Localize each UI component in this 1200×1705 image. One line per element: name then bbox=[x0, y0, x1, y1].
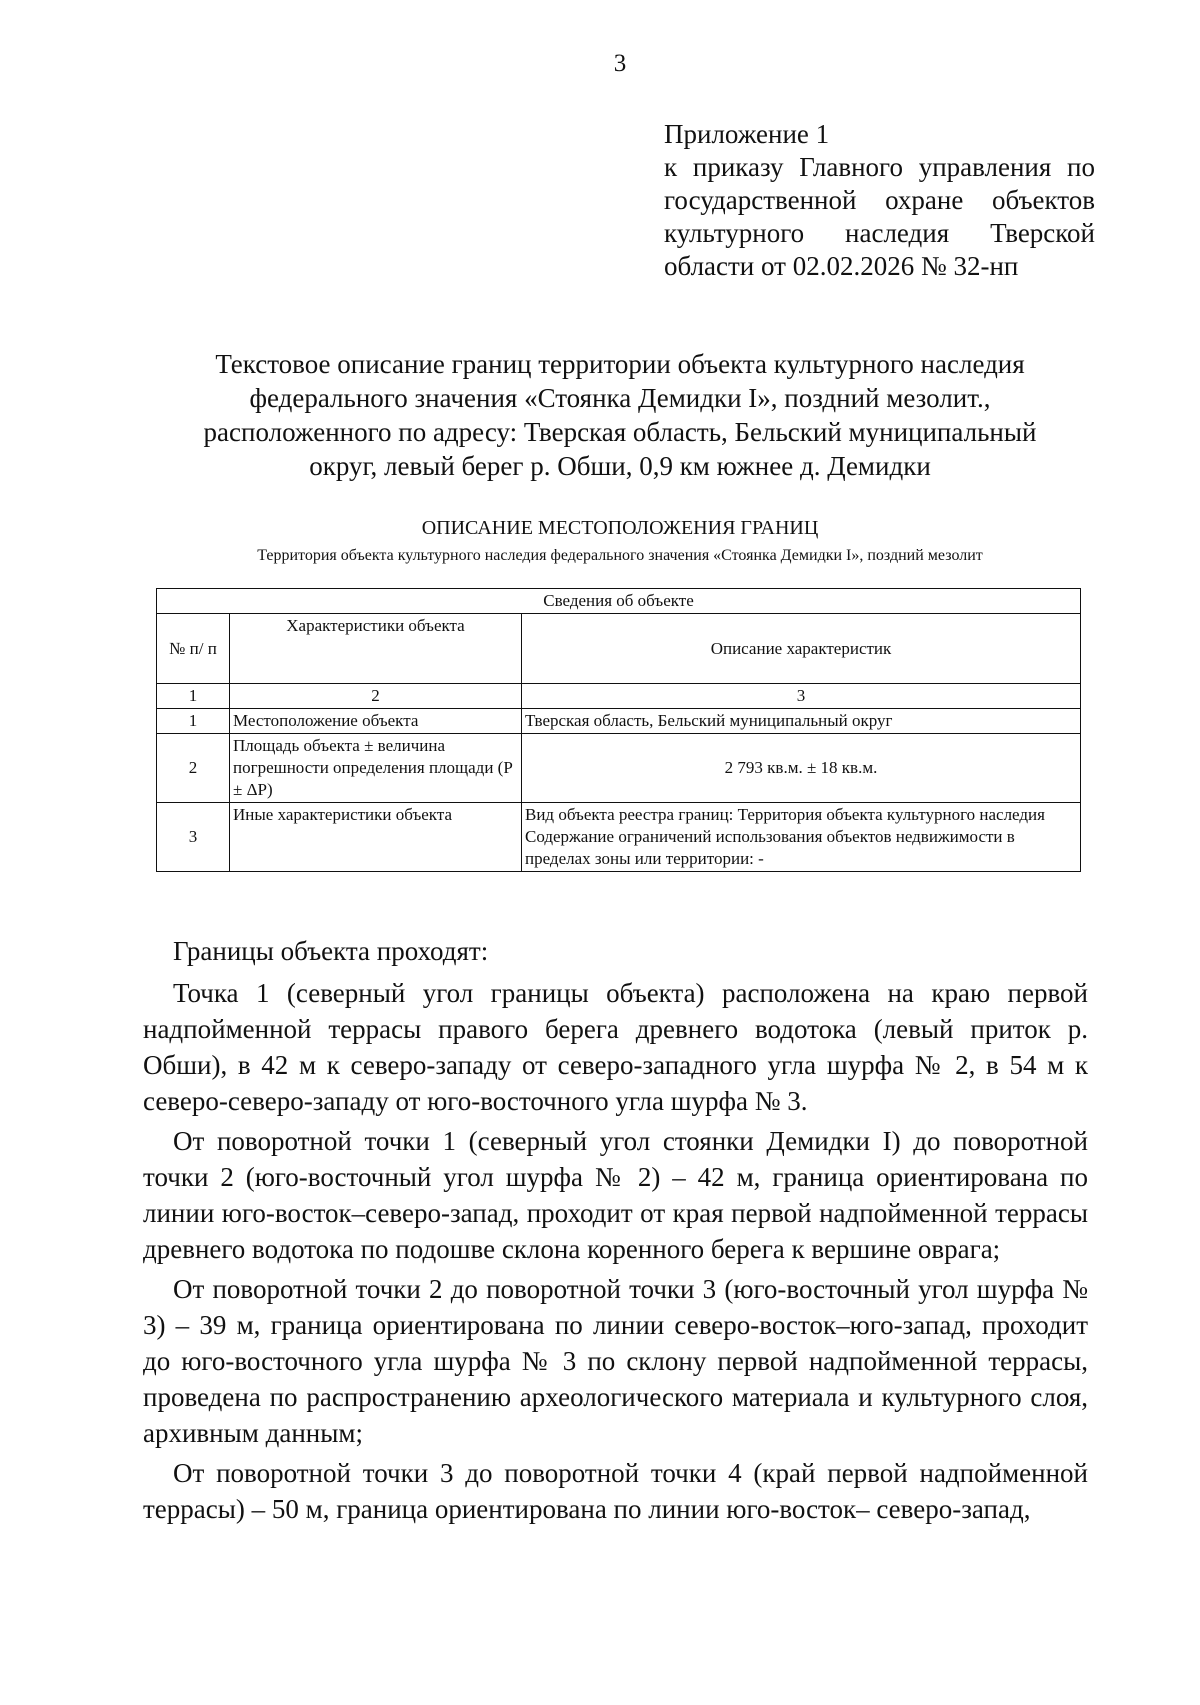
table-caption: Сведения об объекте bbox=[157, 589, 1081, 614]
column-number: 3 bbox=[522, 684, 1081, 709]
appendix-line: государственной охране объектов bbox=[664, 185, 1095, 215]
section-heading: ОПИСАНИЕ МЕСТОПОЛОЖЕНИЯ ГРАНИЦ bbox=[421, 517, 819, 539]
header-num: № п/ п bbox=[157, 614, 230, 684]
title-line: округ, левый берег р. Обши, 0,9 км южнее д. Демидки bbox=[309, 451, 931, 481]
row-description bbox=[522, 803, 1081, 872]
appendix-line: области от 02.02.2026 № 32-нп bbox=[664, 251, 1019, 281]
appendix-line: к приказу Главного управления по bbox=[664, 152, 1095, 182]
appendix-line: культурного наследия Тверской bbox=[664, 218, 1095, 248]
row-num: 2 bbox=[157, 734, 230, 803]
row-num: 1 bbox=[157, 709, 230, 734]
row-description-line: Вид объекта реестра границ: Территория объекта культурного наследия bbox=[525, 805, 1045, 824]
boundary-description bbox=[143, 933, 1088, 1531]
table-row bbox=[157, 709, 1081, 734]
row-characteristic: Иные характеристики объекта bbox=[230, 803, 522, 872]
paragraph: От поворотной точки 1 (северный угол стоянки Демидки I) до поворотной точки 2 (юго-восточный угол шурфа № 2) – 42 м, граница ориентирована по линии юго-восток–северо-запад, проходит от края первой надпойменной террасы древнего водотока по подошве склона коренного берега к вершине оврага; bbox=[143, 1126, 1088, 1264]
paragraph: Границы объекта проходят: bbox=[173, 936, 489, 966]
object-info-table bbox=[156, 588, 1081, 872]
row-description: Тверская область, Бельский муниципальный округ bbox=[522, 709, 1081, 734]
header-description: Описание характеристик bbox=[522, 614, 1081, 684]
page-number: 3 bbox=[613, 50, 627, 77]
row-num: 3 bbox=[157, 803, 230, 872]
appendix-block bbox=[664, 118, 1095, 283]
title-line: Текстовое описание границ территории объекта культурного наследия bbox=[215, 349, 1025, 379]
header-characteristics: Характеристики объекта bbox=[230, 614, 522, 684]
column-number: 2 bbox=[230, 684, 522, 709]
document-title bbox=[140, 347, 1100, 483]
paragraph: Точка 1 (северный угол границы объекта) расположена на краю первой надпойменной террасы правого берега древнего водотока (левый приток р. Обши), в 42 м к северо-западу от северо-западного угла шурфа № 2, в 54 м к северо-северо-западу от юго-восточного угла шурфа № 3. bbox=[143, 978, 1088, 1116]
table-row bbox=[157, 734, 1081, 803]
paragraph: От поворотной точки 2 до поворотной точки 3 (юго-восточный угол шурфа № 3) – 39 м, граница ориентирована по линии северо-восток–юго-запад, проходит до юго-восточного угла шурфа № 3 по склону первой надпойменной террасы, проведена по распространению археологического материала и культурного слоя, архивным данным; bbox=[143, 1274, 1088, 1448]
title-line: расположенного по адресу: Тверская область, Бельский муниципальный bbox=[203, 417, 1037, 447]
table-row bbox=[157, 803, 1081, 872]
appendix-line: Приложение 1 bbox=[664, 119, 830, 149]
title-line: федерального значения «Стоянка Демидки I», поздний мезолит., bbox=[249, 383, 991, 413]
column-number: 1 bbox=[157, 684, 230, 709]
section-subheading: Территория объекта культурного наследия федерального значения «Стоянка Демидки I», поздний мезолит bbox=[257, 547, 983, 564]
paragraph: От поворотной точки 3 до поворотной точки 4 (край первой надпойменной террасы) – 50 м, граница ориентирована по линии юго-восток– северо-запад, bbox=[143, 1458, 1088, 1524]
row-description: 2 793 кв.м. ± 18 кв.м. bbox=[522, 734, 1081, 803]
row-characteristic: Местоположение объекта bbox=[230, 709, 522, 734]
row-description-line: Содержание ограничений использования объектов недвижимости в пределах зоны или территории: - bbox=[525, 827, 1015, 868]
row-characteristic: Площадь объекта ± величина погрешности определения площади (P ± ΔP) bbox=[230, 734, 522, 803]
